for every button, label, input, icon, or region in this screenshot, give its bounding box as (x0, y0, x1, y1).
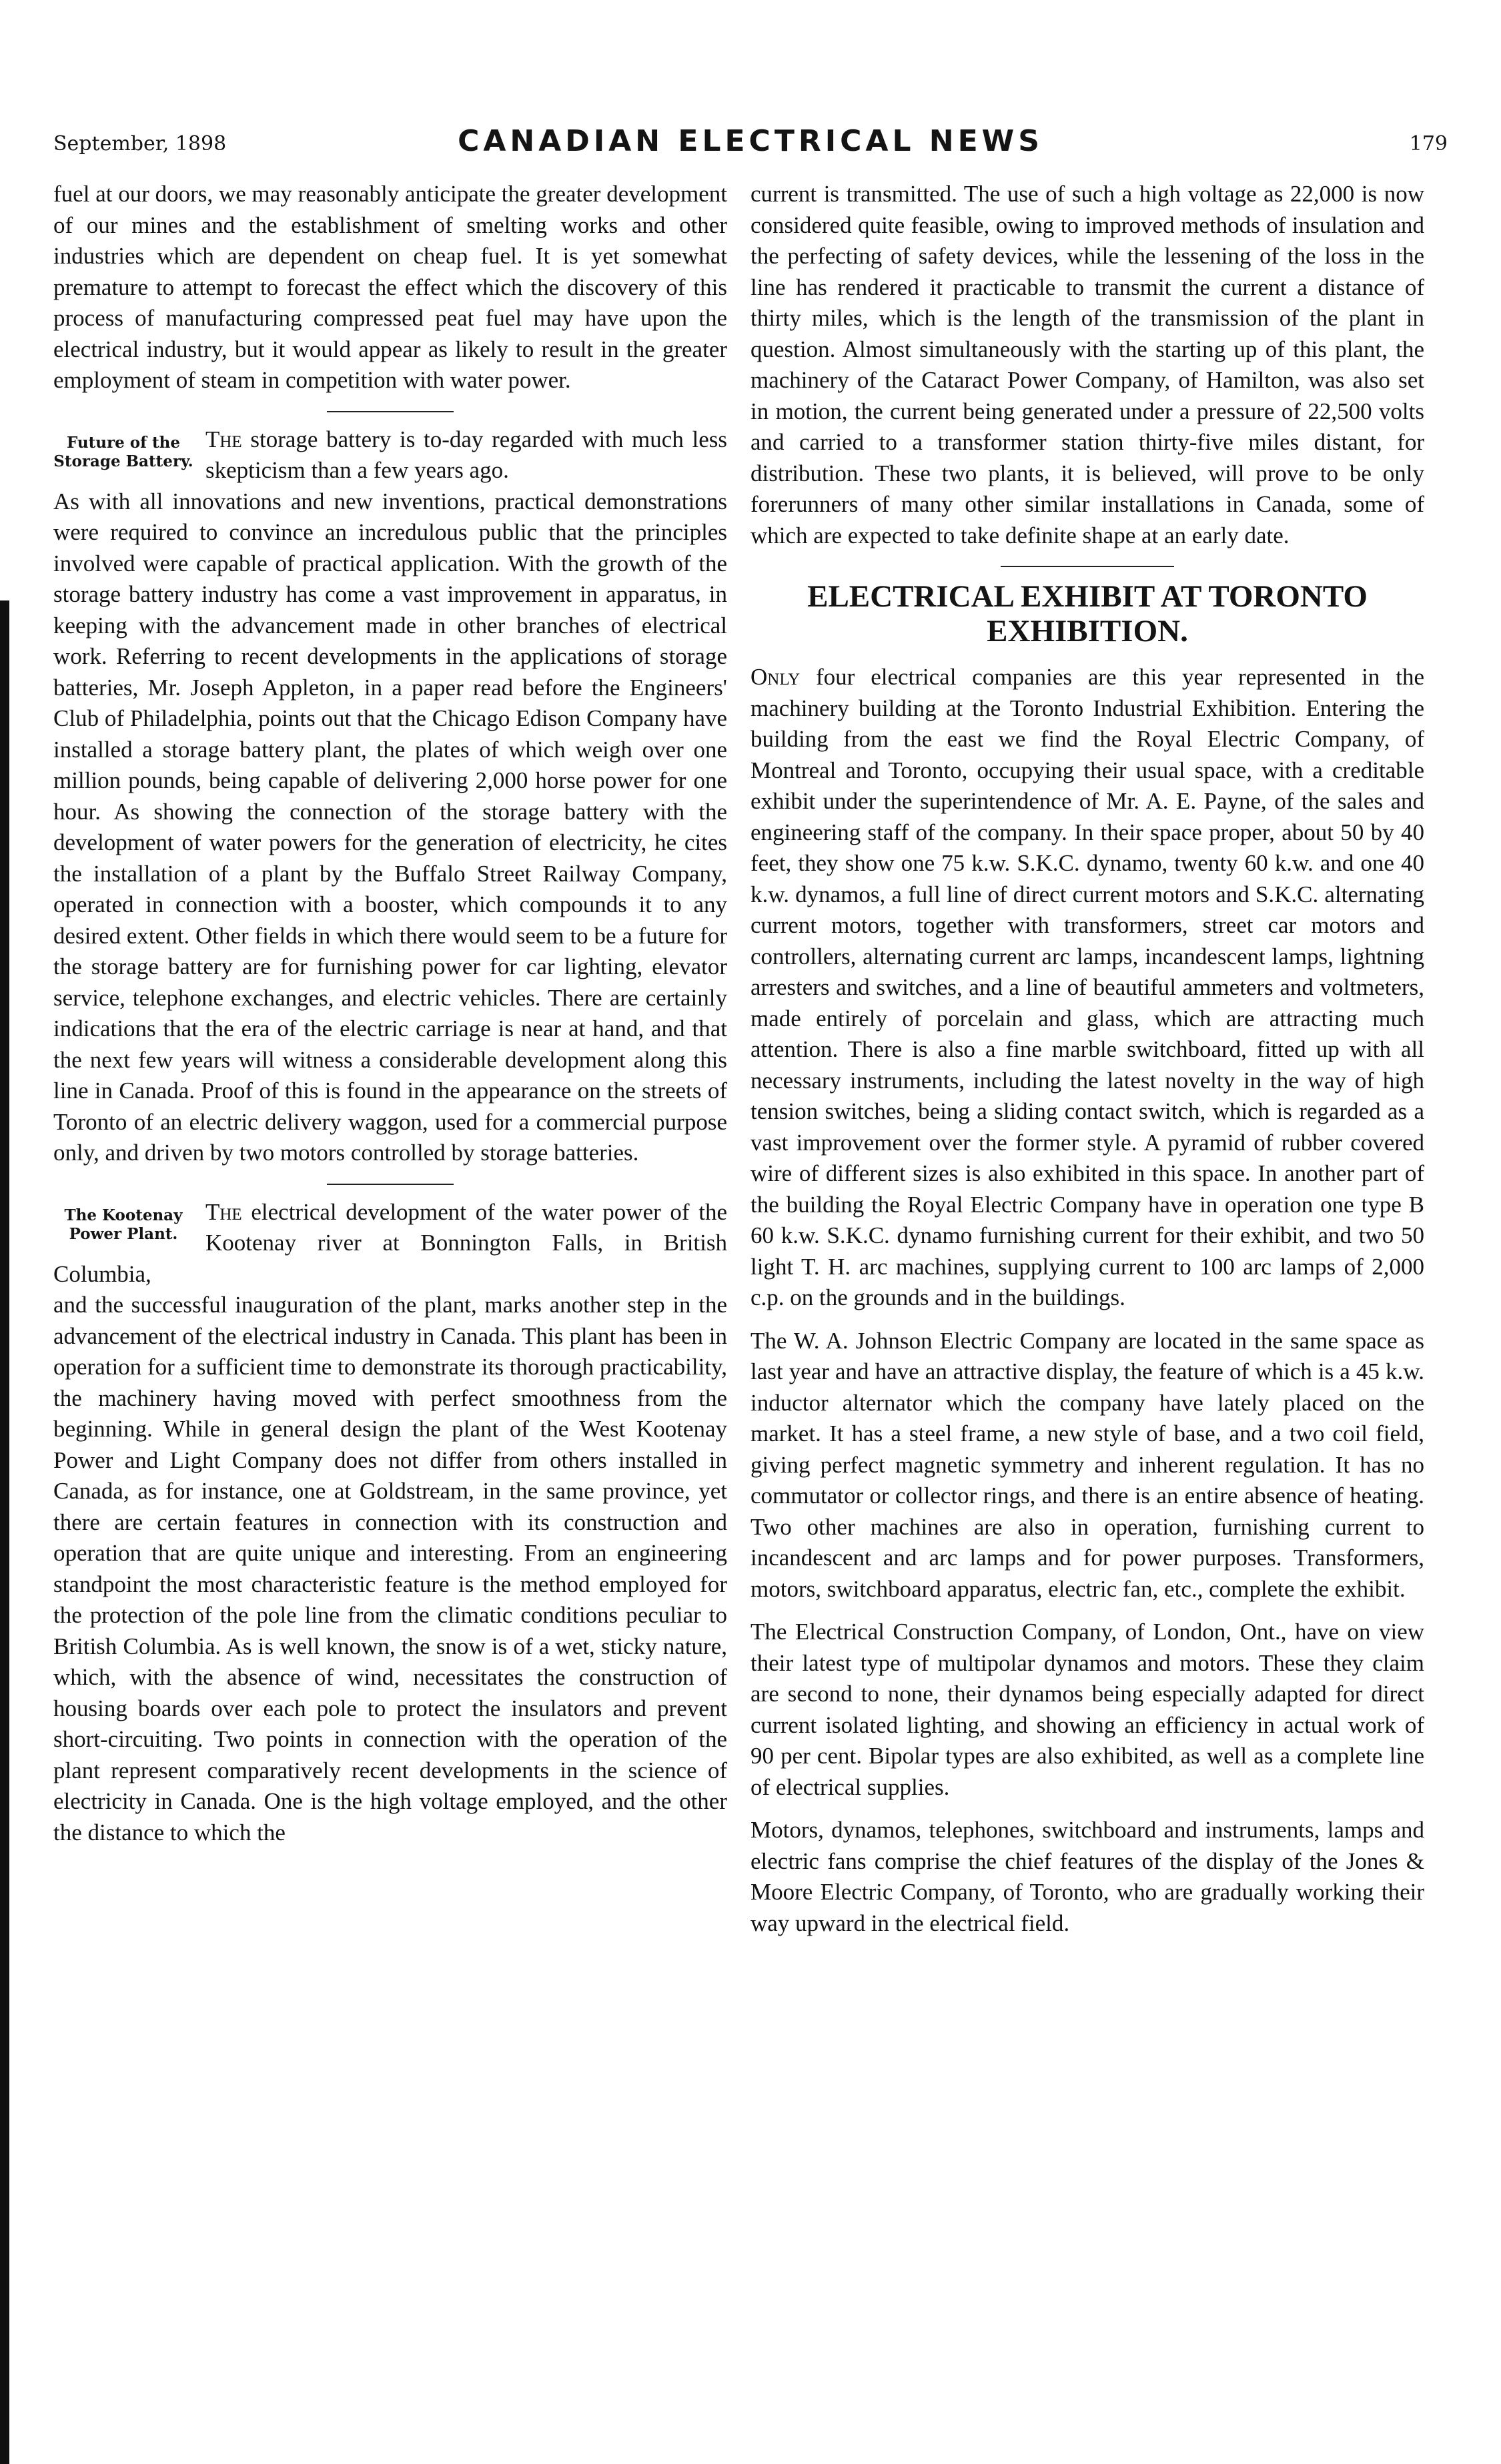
continuation-paragraph: current is transmitted. The use of such a high voltage as 22,000 is now considered quite feasible, owing to improved methods of insulation and the perfecting of safety devices, while the lessening of the loss in the line has rendered it practicable to transmit the current a distance of thirty miles, which is the length of the transmission of the plant in question. Almost simultaneously with the starting up of this plant, the machinery of the Cataract Power Company, of Hamilton, was also set in motion, the current being generated under a pressure of 22,500 volts and carried to a transformer station thirty-five miles distant, for distribution. These two plants, it is believed, will prove to be only forerunners of many other similar installations in Canada, some of which are expected to take definite shape at an early date. (750, 181, 1424, 548)
exhibit-paragraph-4: Motors, dynamos, telephones, switchboard and instruments, lamps and electric fans comprise the chief features of the display of the Jones & Moore Electric Company, of Toronto, who are gradually working their way upward in the electrical field. (750, 1817, 1424, 1936)
left-column (53, 179, 727, 1848)
storage-battery-opening-text: storage battery is to-day regarded with much less skepticism than a few years ago. (205, 426, 727, 483)
storage-battery-body: As with all innovations and new inventions, practical demonstrations were required to convince an incredulous public that the principles involved were capable of practical application. With the growth of the storage battery industry has come a vast improvement in apparatus, in keeping with the advancement made in other branches of electrical work. Referring to recent developments in the applications of storage batteries, Mr. Joseph Appleton, in a paper read before the Engineers' Club of Philadelphia, points out that the Chicago Edison Company have installed a storage battery plant, the plates of which weigh over one million pounds, being capable of delivering 2,000 horse power for one hour. As showing the connection of the storage battery with the development of water powers for the generation of electricity, he cites the installation of a plant by the Buffalo Street Railway Company, operated in connection with a booster, which compounds it to any desired extent. Other fields in which there would seem to be a future for the storage battery are for furnishing power for car lighting, elevator service, telephone exchanges, and electric vehicles. There are certainly indications that the era of the electric carriage is near at hand, and that the next few years will witness a considerable development along this line in Canada. Proof of this is found in the appearance on the streets of Toronto of an electric delivery waggon, used for a commercial purpose only, and driven by two motors controlled by storage batteries. (53, 488, 728, 1166)
exhibit-paragraph-2: The W. A. Johnson Electric Company are located in the same space as last year and have an attractive display, the feature of which is a 45 k.w. inductor alternator which the company have lately placed on the market. It has a steel frame, a new style of base, and a two coil field, giving perfect magnetic symmetry and inherent regulation. It has no commutator or collector rings, and there is an entire absence of heating. Two other machines are also in operation, furnishing current to incandescent and arc lamps and for power purposes. Transformers, motors, switchboard apparatus, electric fan, etc., complete the exhibit. (750, 1327, 1424, 1602)
page-header (53, 123, 1448, 169)
page-number: 179 (1409, 132, 1448, 155)
exhibit-lead-word: Only (750, 664, 801, 690)
exhibit-paragraph-1-text: four electrical companies are this year represented in the machinery building at the Toronto Industrial Exhibition. Entering the building from the east we find the Royal Electric Company, of Montreal and Toronto, occupying their usual space, with a creditable exhibit under the superintendence of Mr. A. E. Payne, of the sales and engineering staff of the company. In their space proper, about 50 by 40 feet, they show one 75 k.w. S.K.C. dynamo, twenty 60 k.w. and one 40 k.w. dynamos, a full line of direct current motors and S.K.C. alternating current motors, together with transformers, street car motors and controllers, alternating current arc lamps, incandescent lamps, lightning arresters and switches, and a line of beautiful ammeters and voltmeters, made entirely of porcelain and glass, which are attracting much attention. There is also a fine marble switchboard, fitted up with all necessary instruments, including the latest novelty in the way of high tension switches, being a sliding contact switch, which is regarded as a vast improvement over the former style. A pyramid of rubber covered wire of different sizes is also exhibited in this space. In another part of the building the Royal Electric Company have in operation one type B 60 k.w. S.K.C. dynamo furnishing current for their exhibit, and two 50 light T. H. arc machines, supplying current to 100 arc lamps of 2,000 c.p. on the grounds and in the buildings. (750, 664, 1424, 1310)
intro-paragraph: fuel at our doors, we may reasonably anticipate the greater development of our mines and the establishment of smelting works and other industries which are dependent on cheap fuel. It is yet somewhat premature to attempt to forecast the effect which the discovery of this process of manufacturing compressed peat fuel may have upon the electrical industry, but it would appear as likely to result in the greater employment of steam in competition with water power. (53, 181, 727, 393)
scan-binding-edge (0, 600, 9, 2464)
kootenay-opening-text: electrical development of the water power of the Kootenay river at Bonnington Falls, in British Columbia, (53, 1198, 727, 1287)
section-divider (327, 1184, 454, 1185)
exhibit-paragraph-1 (750, 662, 1424, 1314)
issue-date: September, 1898 (53, 132, 227, 155)
exhibit-paragraph-3: The Electrical Construction Company, of London, Ont., have on view their latest type of multipolar dynamos and motors. These they claim are second to none, their dynamos being especially adapted for direct current isolated lighting, and showing an efficiency in actual work of 90 per cent. Bipolar types are also exhibited, as well as a complete line of electrical supplies. (750, 1619, 1424, 1800)
publication-title: CANADIAN ELECTRICAL NEWS (458, 124, 1043, 158)
article-heading: ELECTRICAL EXHIBIT AT TORONTO EXHIBITION. (807, 579, 1368, 649)
kootenay-body: and the successful inauguration of the plant, marks another step in the advancement of the electrical industry in Canada. This plant has been in operation for a sufficient time to demonstrate its thorough practicability, the machinery having moved with perfect smoothness from the beginning. While in general design the plant of the West Kootenay Power and Light Company does not differ from others installed in Canada, as for instance, one at Goldstream, in the same province, yet there are certain features in connection with its construction and operation that are quite unique and interesting. From an engineering standpoint the most characteristic feature is the method employed for the protection of the pole line from the climatic conditions peculiar to British Columbia. As is well known, the snow is of a wet, sticky nature, which, with the absence of wind, necessitates the construction of housing boards over each pole to protect the insulators and prevent short-circuiting. Two points in connection with the operation of the plant represent comparatively recent developments in the science of electricity in Canada. One is the high voltage employed, and the other the distance to which the (53, 1292, 727, 1845)
storage-battery-lead-word: The (205, 426, 242, 452)
section-divider (1001, 566, 1174, 567)
kootenay-section (53, 1197, 727, 1290)
right-column (750, 179, 1424, 1939)
storage-battery-section (53, 424, 727, 486)
section-divider (327, 411, 454, 412)
kootenay-lead-word: The (205, 1198, 242, 1225)
kootenay-sidenote: The Kootenay Power Plant. (64, 1206, 183, 1243)
storage-battery-sidenote: Future of the Storage Battery. (53, 433, 193, 470)
